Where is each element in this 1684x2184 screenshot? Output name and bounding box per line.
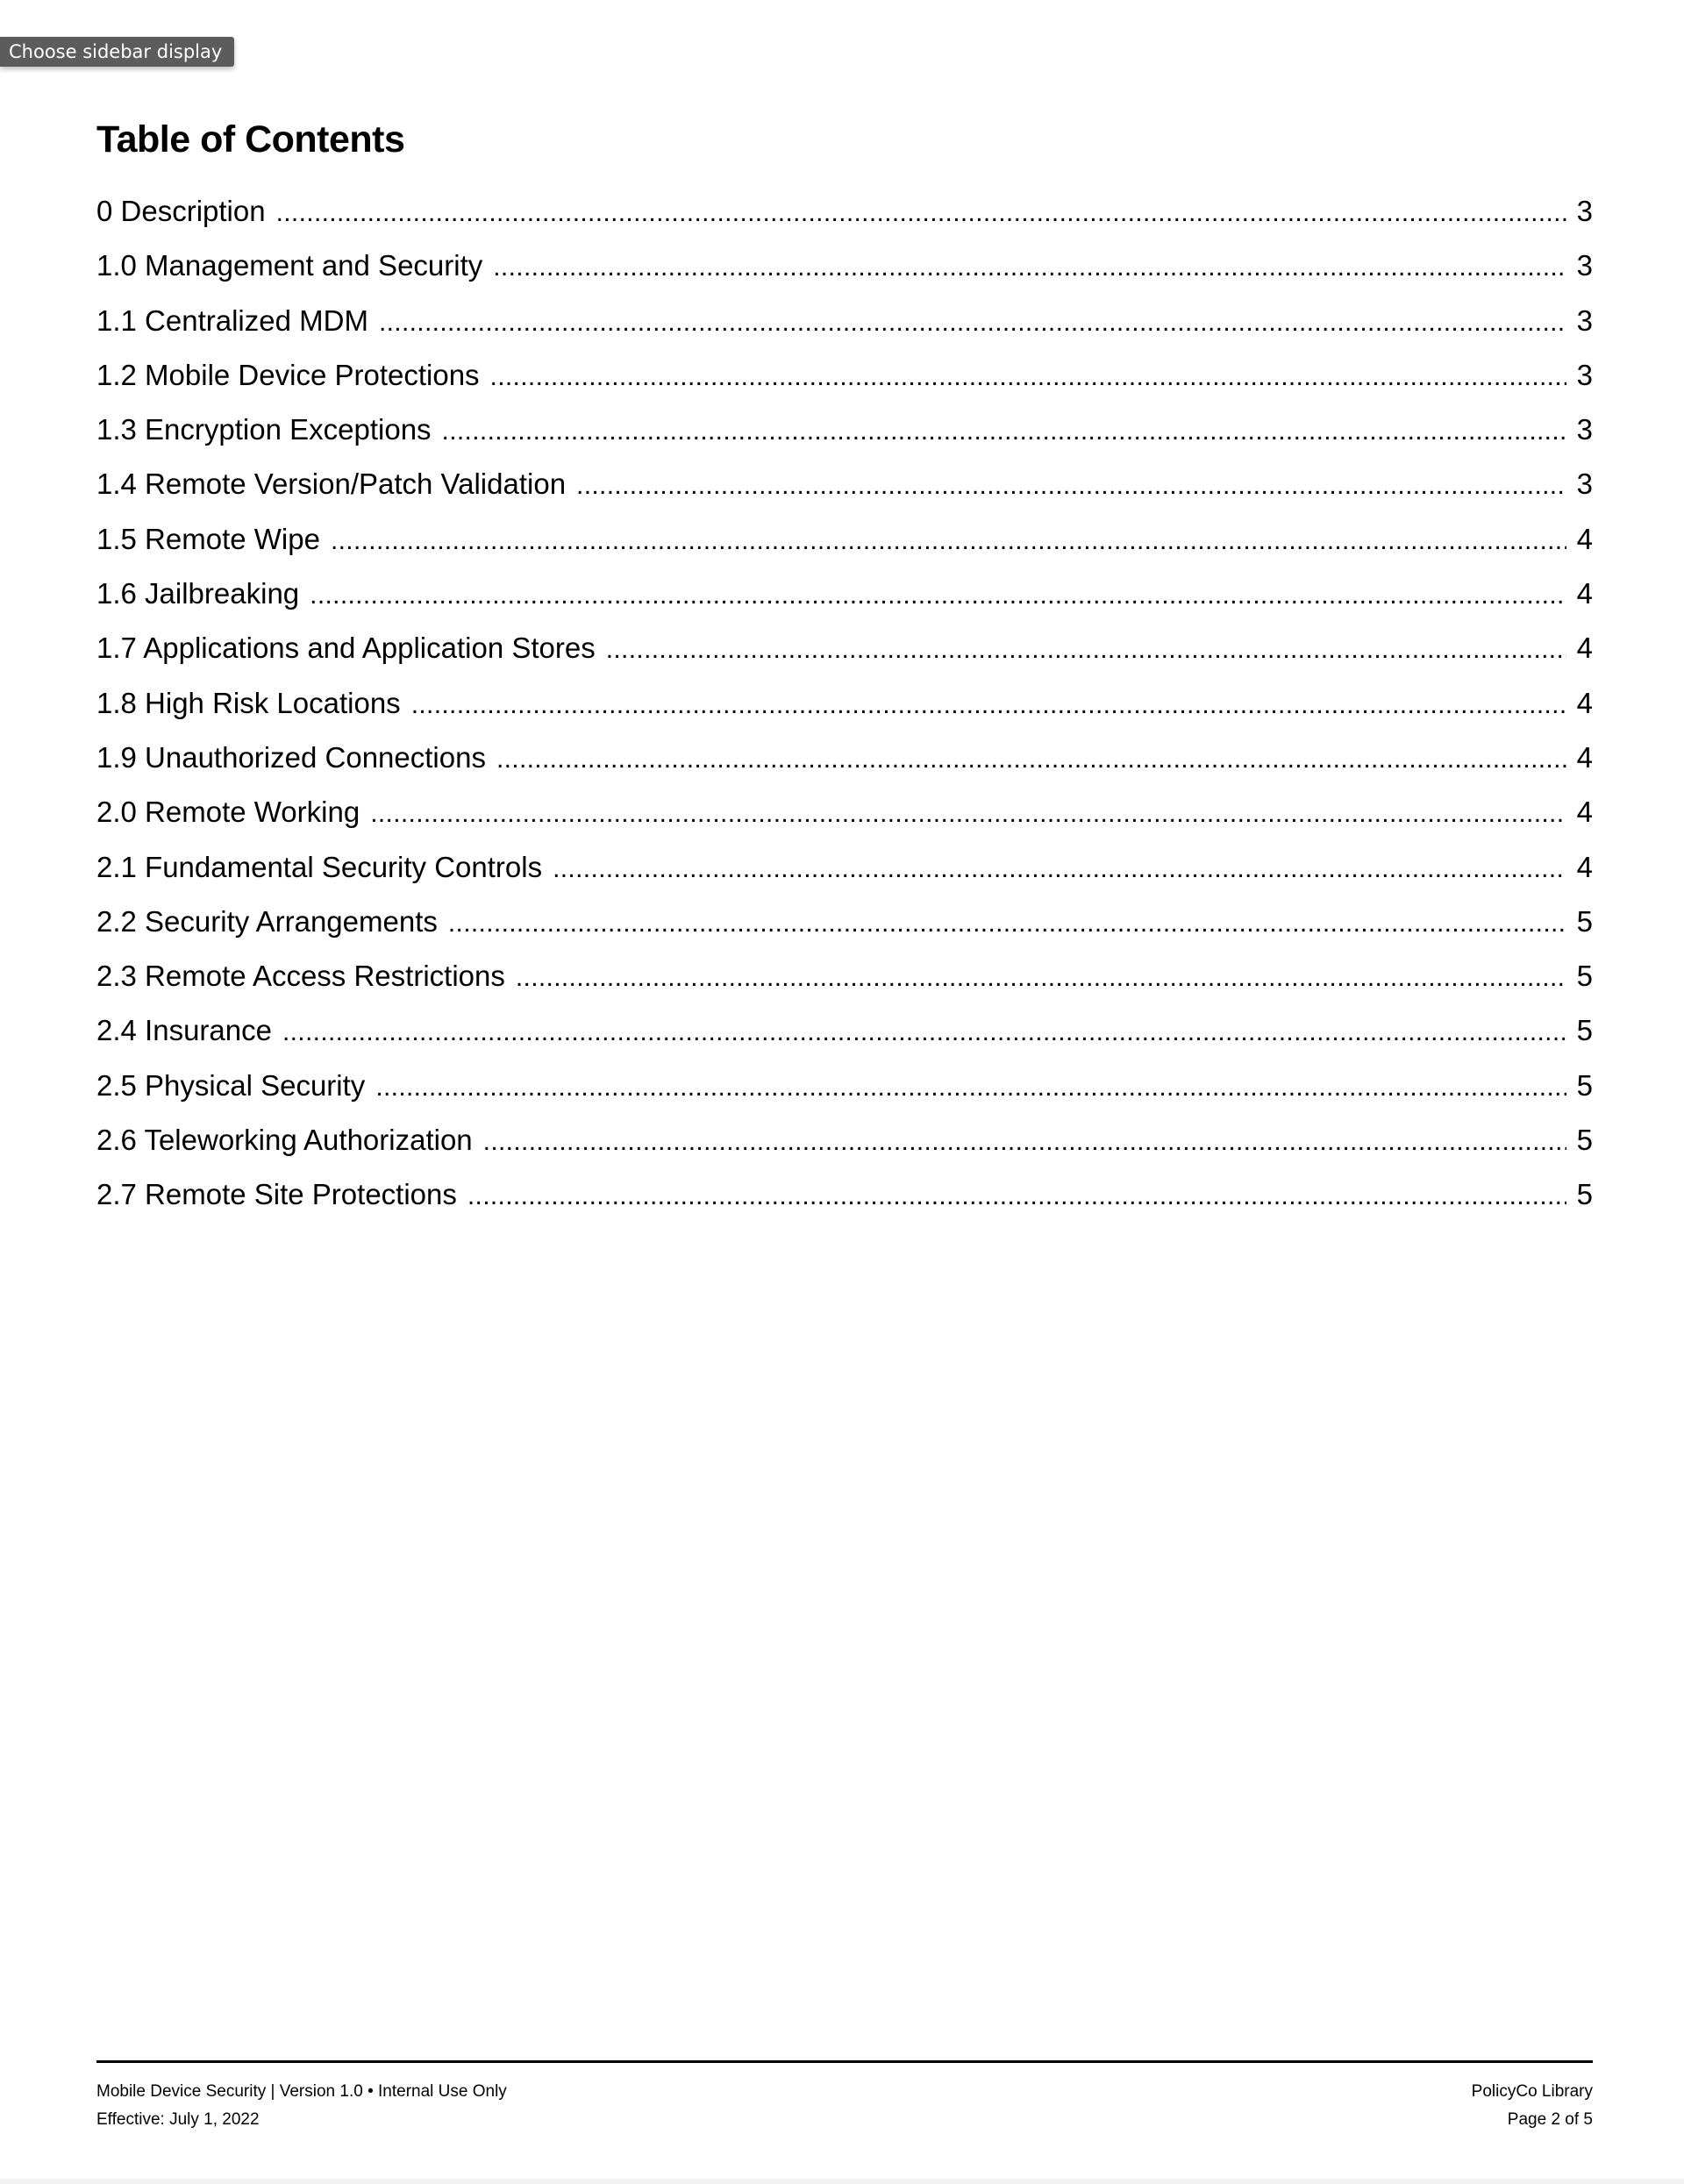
sidebar-display-tooltip: Choose sidebar display [0, 37, 234, 67]
toc-dot-leader [370, 799, 1566, 829]
toc-entry-page: 4 [1576, 686, 1593, 719]
toc-entry[interactable] [96, 1178, 1593, 1232]
toc-entry[interactable] [96, 195, 1593, 249]
toc-entry-page: 4 [1576, 850, 1593, 883]
toc-entry[interactable] [96, 413, 1593, 467]
toc-dot-leader [493, 253, 1566, 282]
toc-entry[interactable] [96, 304, 1593, 359]
toc-entry[interactable] [96, 796, 1593, 850]
toc-entry-page: 5 [1576, 960, 1593, 993]
toc-entry-page: 3 [1576, 249, 1593, 282]
toc-dot-leader [282, 1017, 1566, 1047]
toc-entry[interactable] [96, 523, 1593, 577]
toc-entry-label: 1.8 High Risk Locations [96, 686, 401, 719]
toc-dot-leader [490, 362, 1566, 392]
toc-entry[interactable] [96, 1014, 1593, 1068]
toc-entry-label: 1.4 Remote Version/Patch Validation [96, 467, 567, 501]
toc-entry[interactable] [96, 1069, 1593, 1124]
toc-dot-leader [516, 963, 1566, 993]
toc-entry-label: 2.4 Insurance [96, 1014, 272, 1047]
toc-entry-page: 4 [1576, 577, 1593, 610]
toc-dot-leader [379, 308, 1566, 338]
toc-entry[interactable] [96, 577, 1593, 632]
toc-entry[interactable] [96, 687, 1593, 741]
footer-effective-date: Effective: July 1, 2022 [96, 2110, 260, 2129]
footer-library-name: PolicyCo Library [1471, 2082, 1593, 2101]
toc-entry-page: 4 [1576, 632, 1593, 665]
toc-entry[interactable] [96, 249, 1593, 303]
toc-entry[interactable] [96, 851, 1593, 905]
toc-entry-page: 3 [1576, 303, 1593, 337]
toc-dot-leader [467, 1181, 1566, 1211]
toc-entry-label: 1.7 Applications and Application Stores [96, 632, 596, 665]
toc-dot-leader [483, 1127, 1566, 1157]
toc-entry-page: 4 [1576, 740, 1593, 774]
toc-entry[interactable] [96, 359, 1593, 413]
toc-entry-page: 5 [1576, 904, 1593, 938]
toc-entry-page: 5 [1576, 1178, 1593, 1211]
toc-entry-label: 2.7 Remote Site Protections [96, 1178, 457, 1211]
toc-dot-leader [331, 526, 1566, 556]
toc-entry[interactable] [96, 467, 1593, 522]
toc-entry-label: 1.3 Encryption Exceptions [96, 413, 432, 446]
toc-entry-label: 1.1 Centralized MDM [96, 303, 368, 337]
toc-dot-leader [442, 417, 1566, 446]
toc-dot-leader [310, 581, 1566, 610]
toc-entry-label: 2.6 Teleworking Authorization [96, 1124, 473, 1157]
toc-entry-label: 1.0 Management and Security [96, 249, 483, 282]
toc-entry-page: 4 [1576, 522, 1593, 555]
toc-dot-leader [276, 198, 1566, 228]
footer-page-number: Page 2 of 5 [1507, 2110, 1593, 2129]
toc-entry-label: 1.6 Jailbreaking [96, 577, 300, 610]
footer-left [96, 2078, 507, 2134]
toc-entry-page: 3 [1576, 358, 1593, 391]
toc-list [96, 195, 1593, 1233]
toc-dot-leader [411, 690, 1566, 720]
toc-entry-page: 5 [1576, 1124, 1593, 1157]
footer-right [1472, 2078, 1593, 2134]
toc-entry[interactable] [96, 1124, 1593, 1178]
toc-title: Table of Contents [96, 118, 405, 161]
footer-document-info: Mobile Device Security | Version 1.0 • Internal Use Only [96, 2082, 507, 2101]
toc-entry[interactable] [96, 632, 1593, 686]
toc-dot-leader [553, 854, 1566, 884]
toc-entry-label: 2.0 Remote Working [96, 796, 360, 829]
toc-entry[interactable] [96, 741, 1593, 796]
toc-dot-leader [606, 635, 1566, 665]
toc-entry-label: 0 Description [96, 195, 266, 227]
toc-dot-leader [576, 471, 1566, 501]
toc-dot-leader [375, 1073, 1566, 1103]
toc-dot-leader [496, 745, 1566, 774]
toc-entry-label: 1.9 Unauthorized Connections [96, 740, 486, 774]
toc-entry-label: 2.2 Security Arrangements [96, 904, 438, 938]
toc-entry[interactable] [96, 960, 1593, 1014]
toc-entry-page: 4 [1576, 796, 1593, 829]
toc-entry-label: 1.5 Remote Wipe [96, 522, 320, 555]
toc-entry-page: 3 [1576, 413, 1593, 446]
toc-entry-label: 2.3 Remote Access Restrictions [96, 960, 505, 993]
toc-entry-page: 3 [1576, 195, 1593, 227]
toc-entry-page: 5 [1576, 1068, 1593, 1102]
footer-divider [96, 2060, 1593, 2063]
toc-dot-leader [448, 909, 1566, 939]
toc-entry-page: 5 [1576, 1014, 1593, 1047]
toc-entry-label: 2.5 Physical Security [96, 1068, 366, 1102]
toc-entry-label: 2.1 Fundamental Security Controls [96, 850, 543, 883]
toc-entry[interactable] [96, 905, 1593, 960]
toc-entry-page: 3 [1576, 467, 1593, 501]
toc-entry-label: 1.2 Mobile Device Protections [96, 358, 480, 391]
